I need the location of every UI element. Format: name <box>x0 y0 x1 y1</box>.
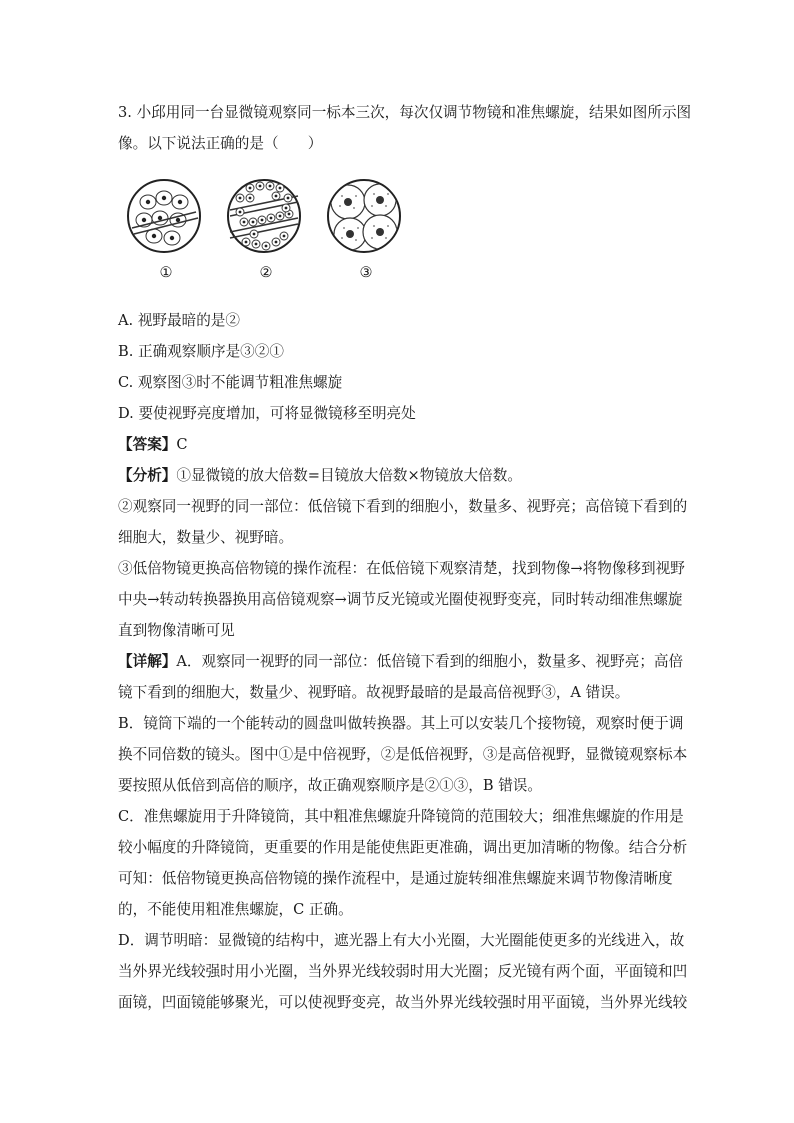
figure-1-label: ① <box>159 264 173 281</box>
analysis-line-3: 细胞大，数量少、视野暗。 <box>118 529 294 546</box>
analysis-line-6: 直到物像清晰可见 <box>118 622 235 639</box>
details-line-8: 可知：低倍物镜更换高倍物镜的操作流程中，是通过旋转细准焦螺旋来调节物像清晰度 <box>118 870 673 887</box>
details-line-6: C．准焦螺旋用于升降镜筒，其中粗准焦螺旋升降镜筒的范围较大；细准焦螺旋的作用是 <box>118 808 684 825</box>
details-line-12: 面镜，凹面镜能够聚光，可以使视野变亮，故当外界光线较强时用平面镜，当外界光线较 <box>118 994 688 1011</box>
option-c: C. 观察图③时不能调节粗准焦螺旋 <box>118 374 343 391</box>
option-b: B. 正确观察顺序是③②① <box>118 343 284 360</box>
answer-tag: 【答案】 <box>118 436 177 453</box>
microscope-field-high-icon <box>326 176 406 256</box>
analysis-tag: 【分析】 <box>118 467 177 484</box>
analysis-line-5: 中央→转动转换器换用高倍镜观察→调节反光镜或光圈使视野变亮，同时转动细准焦螺旋 <box>118 591 683 608</box>
answer-value: C <box>176 436 188 453</box>
details-line-1 <box>118 652 684 672</box>
details-line-2: 镜下看到的细胞大，数量少、视野暗。故视野最暗的是最高倍视野③，A 错误。 <box>118 684 630 701</box>
analysis-line-1 <box>118 466 678 486</box>
details-tag: 【详解】 <box>118 653 177 670</box>
details-line-7: 较小幅度的升降镜筒，更重要的作用是能使焦距更准确，调出更加清晰的物像。结合分析 <box>118 839 688 856</box>
question-stem-line-2: 像。以下说法正确的是（ ） <box>118 135 323 152</box>
microscope-field-medium-icon <box>126 176 206 256</box>
details-line-9: 的，不能使用粗准焦螺旋，C 正确。 <box>118 901 353 918</box>
analysis-line-4: ③低倍物镜更换高倍物镜的操作流程：在低倍镜下观察清楚，找到物像→将物像移到视野 <box>118 560 685 577</box>
microscope-figures <box>118 176 418 291</box>
details-text-1: A．观察同一视野的同一部位：低倍镜下看到的细胞小，数量多、视野亮；高倍 <box>176 653 684 670</box>
figure-3-label: ③ <box>359 264 373 281</box>
figure-3 <box>326 176 406 286</box>
details-line-3: B．镜筒下端的一个能转动的圆盘叫做转换器。其上可以安装几个接物镜，观察时便于调 <box>118 715 684 732</box>
question-stem-line-1: 3. 小邱用同一台显微镜观察同一标本三次，每次仅调节物镜和准焦螺旋，结果如图所示图 <box>118 104 692 121</box>
analysis-line-2: ②观察同一视野的同一部位：低倍镜下看到的细胞小，数量多、视野亮；高倍镜下看到的 <box>118 498 688 515</box>
details-line-11: 当外界光线较强时用小光圈，当外界光线较弱时用大光圈；反光镜有两个面，平面镜和凹 <box>118 963 688 980</box>
option-a: A. 视野最暗的是② <box>118 312 240 329</box>
details-line-5: 要按照从低倍到高倍的顺序，故正确观察顺序是②①③，B 错误。 <box>118 777 542 794</box>
option-d: D. 要使视野亮度增加，可将显微镜移至明亮处 <box>118 405 416 422</box>
figure-2-label: ② <box>259 264 273 281</box>
analysis-text-1: ①显微镜的放大倍数=目镜放大倍数×物镜放大倍数。 <box>176 467 522 484</box>
figure-2 <box>226 176 306 286</box>
answer-line <box>118 435 678 455</box>
microscope-field-low-icon <box>226 176 306 256</box>
details-line-4: 换不同倍数的镜头。图中①是中倍视野，②是低倍视野，③是高倍视野，显微镜观察标本 <box>118 746 688 763</box>
details-line-10: D．调节明暗：显微镜的结构中，遮光器上有大小光圈，大光圈能使更多的光线进入，故 <box>118 932 685 949</box>
figure-1 <box>126 176 206 286</box>
